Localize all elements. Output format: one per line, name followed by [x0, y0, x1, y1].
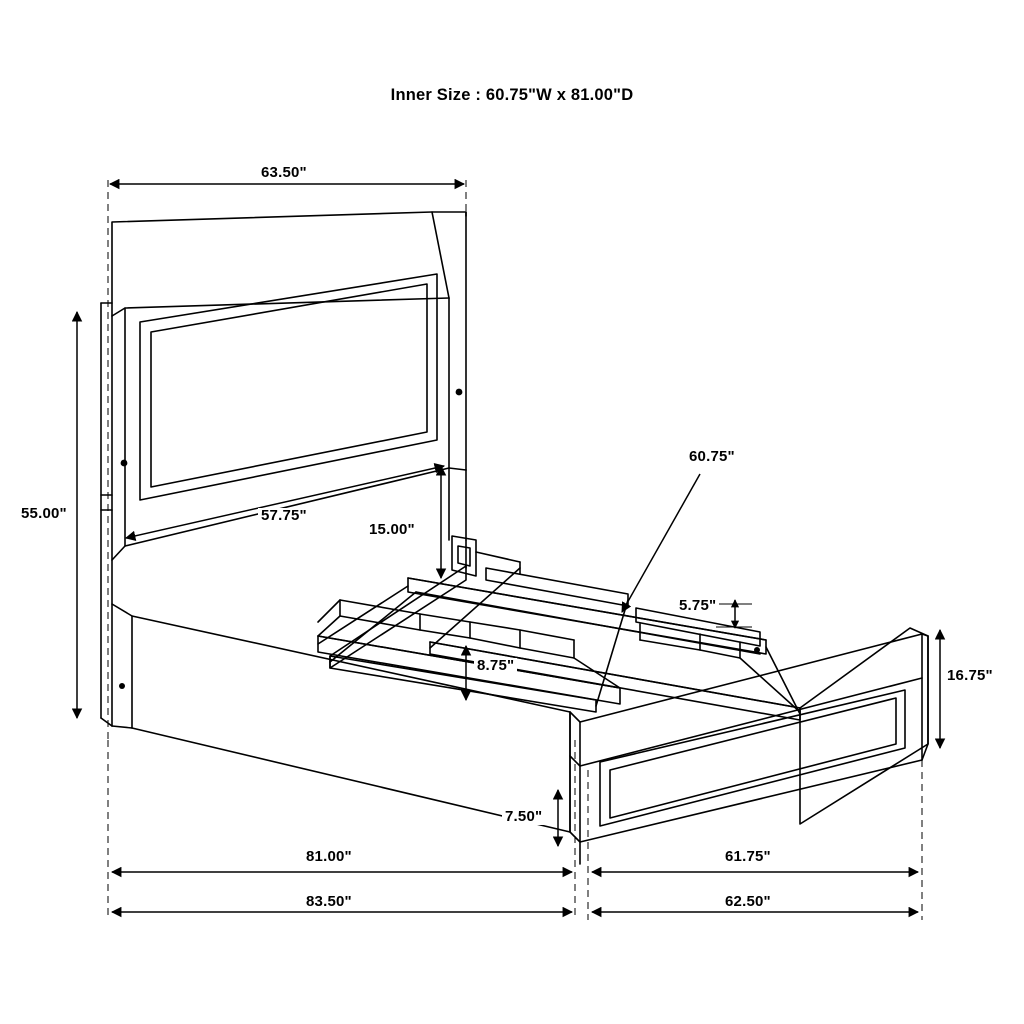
dim-label-footboard-clearance: 7.50" — [502, 809, 545, 825]
dim-label-inner-depth: 81.00" — [303, 849, 355, 865]
leader-slat-span — [622, 474, 700, 612]
dim-label-footboard-outer-width: 62.50" — [722, 894, 774, 910]
dimension-arrows — [77, 184, 940, 912]
dim-label-slat-thickness: 5.75" — [676, 598, 719, 614]
dim-label-footboard-height: 16.75" — [944, 668, 996, 684]
dim-label-footboard-inner-width: 61.75" — [722, 849, 774, 865]
page-title: Inner Size : 60.75"W x 81.00"D — [390, 86, 634, 104]
dim-label-headboard-inner-width: 57.75" — [258, 508, 310, 524]
dim-label-slat-span: 60.75" — [686, 449, 738, 465]
dim-label-headboard-width: 63.50" — [258, 165, 310, 181]
dim-label-headboard-height: 55.00" — [18, 506, 70, 522]
dim-label-deck-height: 8.75" — [474, 658, 517, 674]
dim-label-outer-depth: 83.50" — [303, 894, 355, 910]
bed-geometry — [101, 212, 928, 864]
dim-label-rail-to-floor: 15.00" — [366, 522, 418, 538]
